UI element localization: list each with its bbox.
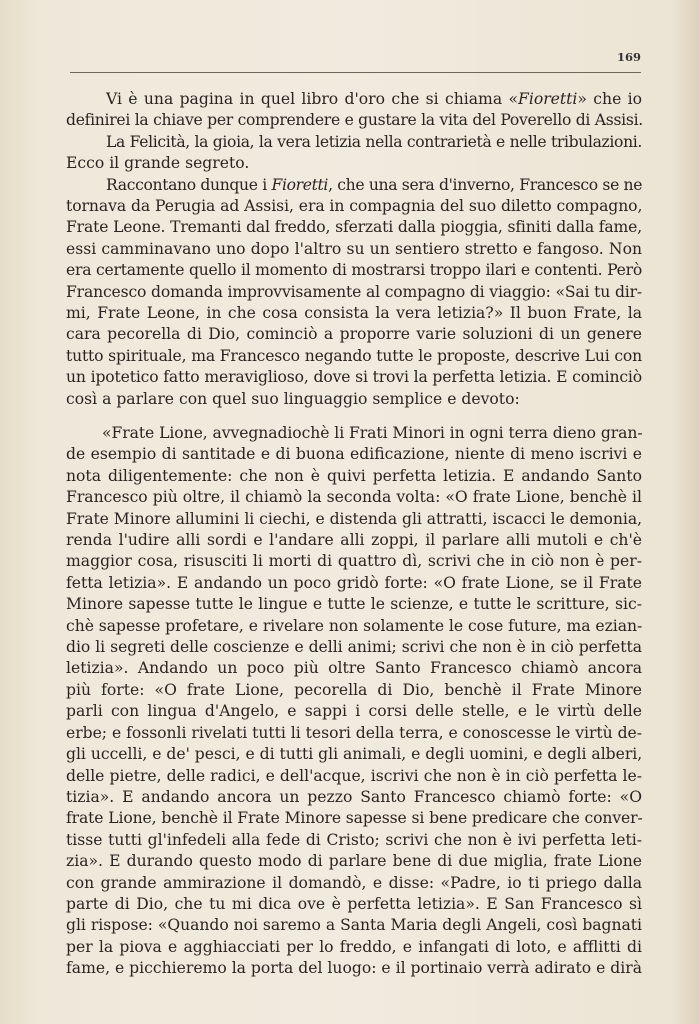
text-line: era certamente quello il momento di mostrarsi troppo ilari e contenti. Però (66, 261, 643, 280)
text-line: Minore sapesse tutte le lingue e tutte le scienze, e tutte le scritture, sic- (66, 595, 642, 614)
text-line: parli con lingua d'Angelo, e sappi i corsi delle stelle, e le virtù delle (66, 702, 642, 721)
text-line: nota diligentemente: che non è quivi perfetta letizia. E andando Santo (66, 466, 642, 485)
text-line: Ecco il grande segreto. (66, 154, 250, 173)
text-line: erbe; e fossonli rivelati tutti li tesori della terra, e conoscesse le virtù de- (66, 723, 642, 742)
text-line: Francesco più oltre, il chiamò la seconda volta: «O frate Lione, benchè il (66, 488, 642, 507)
text-line: de esempio di santitade e di buona edificazione, niente di meno iscrivi e (66, 445, 642, 464)
text-line: con grande ammirazione il domandò, e disse: «Padre, io ti priego dalla (66, 873, 642, 892)
text-line: gli rispose: «Quando noi saremo a Santa Maria degli Angeli, così bagnati (66, 916, 642, 935)
text-line: definirei la chiave per comprendere e gustare la vita del Poverello di Assisi. (66, 111, 643, 130)
text-line: letizia». Andando un poco più oltre Santo Francesco chiamò ancora (66, 659, 642, 678)
text-line: per la piova e agghiacciati per lo freddo, e infangati di loto, e afflitti di (66, 937, 642, 956)
text-line: Francesco domanda improvvisamente al compagno di viaggio: «Sai tu dir- (66, 282, 642, 301)
text-line: tornava da Perugia ad Assisi, era in compagnia del suo diletto compagno, (66, 197, 643, 216)
text-line: Vi è una pagina in quel libro d'oro che si chiama «Fioretti» che io (106, 90, 642, 108)
quote-text (66, 423, 642, 980)
text-line: delle pietre, delle radici, e dell'acque, iscrivi che non è in ciò perfetta le- (66, 766, 642, 785)
page-number: 169 (616, 50, 641, 64)
text-line: fame, e picchieremo la porta del luogo: e il portinaio verrà adirato e dirà (66, 959, 643, 978)
text-line: Raccontano dunque i Fioretti, che una sera d'inverno, Francesco se ne (106, 175, 643, 194)
text-line: parte di Dio, che tu mi dica ove è perfetta letizia». E San Francesco sì (66, 894, 642, 913)
text-line: essi camminavano uno dopo l'altro su un sentiero stretto e fangoso. Non (66, 239, 642, 258)
text-line: «Frate Lione, avvegnadiochè li Frati Minori in ogni terra dieno gran- (102, 424, 643, 442)
text-line: fetta letizia». E andando un poco gridò forte: «O frate Lione, se il Frate (66, 573, 642, 592)
text-line: chè sapesse profetare, e rivelare non solamente le cose future, ma ezian- (66, 616, 643, 635)
text-line: tisse tutti gl'infedeli alla fede di Cristo; scrivi che non è ivi perfetta leti- (66, 830, 642, 849)
intro-text (66, 89, 642, 410)
text-line: più forte: «O frate Lione, pecorella di Dio, benchè il Frate Minore (66, 680, 642, 699)
text-line: tutto spirituale, ma Francesco negando tutte le proposte, descrive Lui con (66, 346, 642, 365)
text-line: Frate Minore allumini li ciechi, e distenda gli attratti, iscacci le demonia, (66, 509, 642, 528)
text-line: La Felicità, la gioia, la vera letizia nella contrarietà e nelle tribulazioni. (106, 132, 642, 151)
text-line: tizia». E andando ancora un pezzo Santo Francesco chiamò forte: «O (66, 787, 642, 806)
text-line: mi, Frate Leone, in che cosa consista la vera letizia?» Il buon Frate, la (66, 304, 642, 323)
text-line: zia». E durando questo modo di parlare bene di due miglia, frate Lione (66, 852, 642, 871)
text-line: Frate Leone. Tremanti dal freddo, sferzati dalla pioggia, sfiniti dalla fame, (66, 218, 642, 237)
text-line: gli uccelli, e de' pesci, e di tutti gli animali, e degli uomini, e degli alberi, (66, 745, 643, 764)
text-line: dio li segreti delle coscienze e delli animi; scrivi che non è in ciò perfetta (66, 638, 642, 657)
text-line: cara pecorella di Dio, cominciò a proporre varie soluzioni di un genere (66, 325, 642, 344)
text-line: così a parlare con quel suo linguaggio semplice e devoto: (66, 389, 520, 408)
text-line: frate Lione, benchè il Frate Minore sapesse si bene predicare che conver- (66, 809, 643, 828)
text-line: renda l'udire alli sordi e l'andare alli zoppi, il parlare alli mutoli e ch'è (66, 531, 642, 550)
header-rule (70, 72, 641, 73)
text-line: maggior cosa, risusciti li morti di quattro dì, scrivi che in ciò non è per- (66, 552, 642, 571)
text-line: un ipotetico fatto meraviglioso, dove si trovi la perfetta letizia. E cominciò (66, 368, 642, 387)
